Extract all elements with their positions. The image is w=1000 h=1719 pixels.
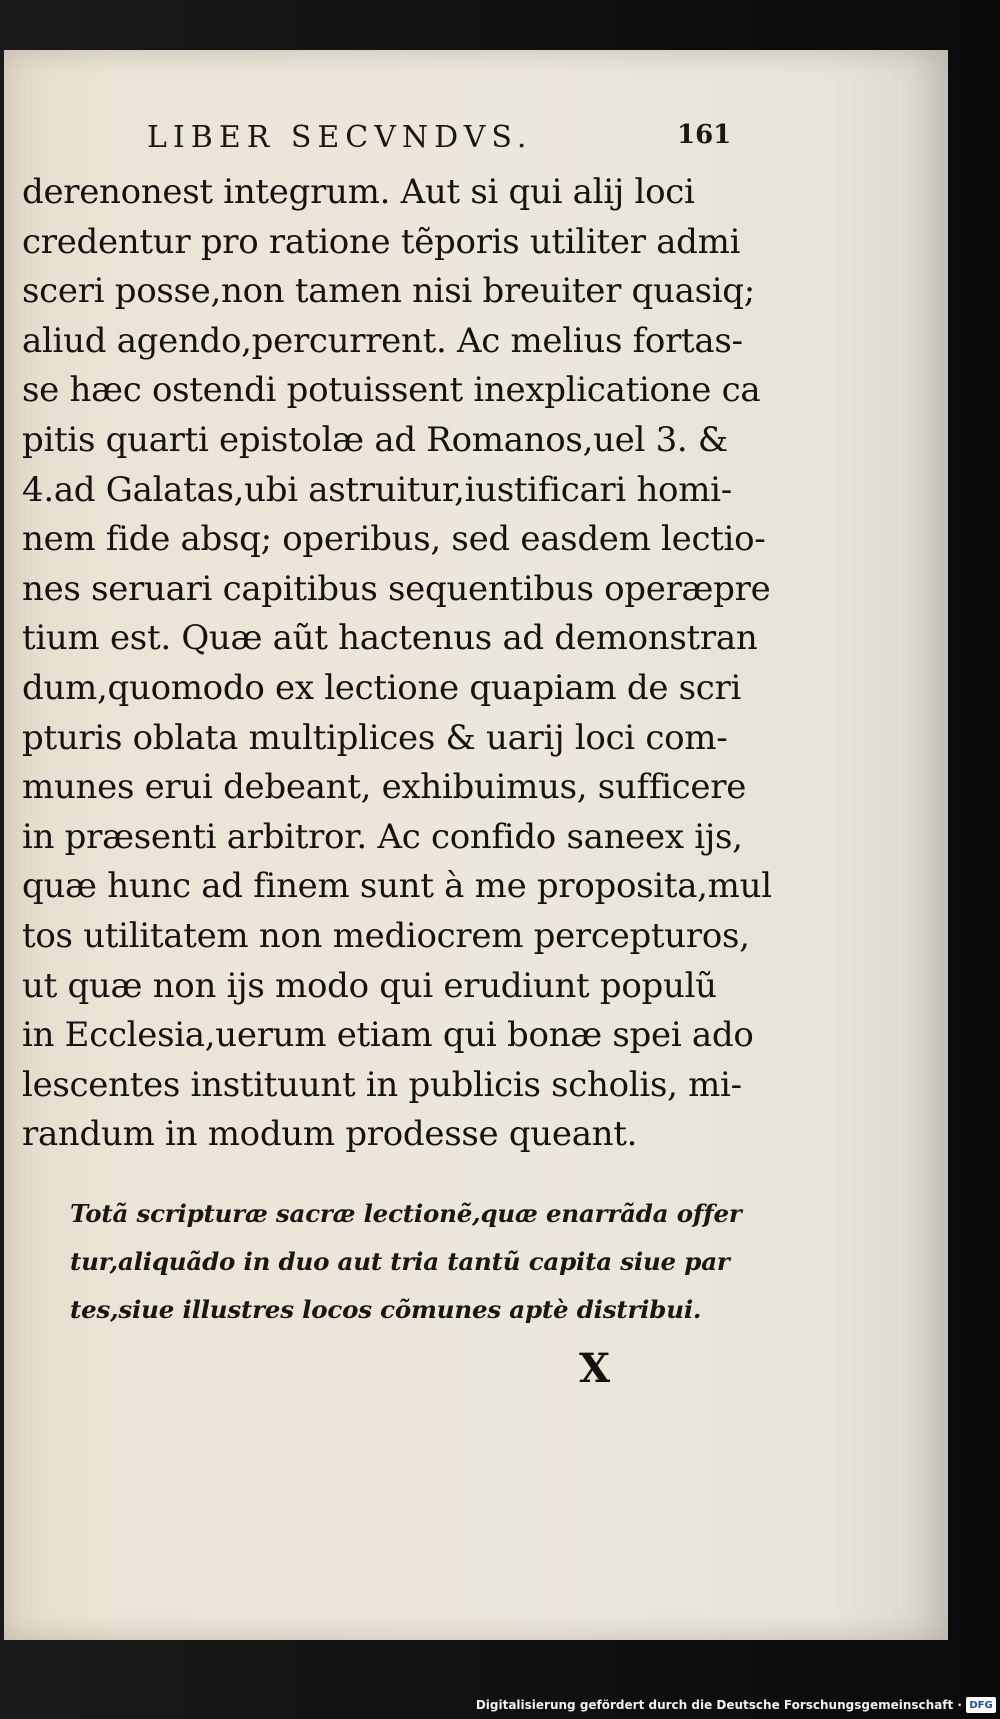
digitization-credit <box>476 1695 996 1715</box>
body-line: dum,quomodo ex lectione quapiam de scri <box>22 667 742 708</box>
body-line: credentur pro ratione tẽporis utiliter admi <box>22 221 741 262</box>
body-line: pitis quarti epistolæ ad Romanos,uel 3. & <box>22 419 728 460</box>
body-line: sceri posse,non tamen nisi breuiter quasiq; <box>22 271 755 312</box>
note-line: Totã scripturæ sacræ lectionẽ,quæ enarrãda offer <box>70 1198 742 1228</box>
body-line: aliud agendo,percurrent. Ac melius fortas- <box>22 320 743 361</box>
running-head <box>22 120 762 168</box>
body-line: nem fide absq; operibus, sed easdem lectio- <box>22 519 766 560</box>
body-line: tium est. Quæ aũt hactenus ad demonstran <box>22 618 758 659</box>
body-line: ut quæ non ijs modo qui erudiunt populũ <box>22 965 717 1006</box>
dfg-logo-icon: DFG <box>966 1697 996 1713</box>
body-line: quæ hunc ad finem sunt à me proposita,mul <box>22 866 772 907</box>
catchword: X <box>579 1345 611 1392</box>
page-number: 161 <box>677 120 732 150</box>
body-line: in Ecclesia,uerum etiam qui bonæ spei ado <box>22 1015 754 1056</box>
body-line: randum in modum prodesse queant. <box>22 1114 638 1155</box>
book-page <box>4 50 948 1640</box>
body-line: munes erui debeant, exhibuimus, sufficere <box>22 767 747 808</box>
body-line: lescentes instituunt in publicis scholis, mi- <box>22 1064 742 1105</box>
credit-text: Digitalisierung gefördert durch die Deutsche Forschungsgemeinschaft · <box>475 1698 962 1712</box>
body-line: nes seruari capitibus sequentibus operæpre <box>22 568 771 609</box>
running-title: LIBER SECVNDVS. <box>147 120 533 155</box>
body-line: se hæc ostendi potuissent inexplicatione ca <box>22 370 761 411</box>
page-content <box>22 120 772 1334</box>
body-line: derenonest integrum. Aut si qui alij loci <box>22 172 695 212</box>
note-line: tur,aliquãdo in duo aut tria tantũ capita siue par <box>70 1246 730 1276</box>
note-line: tes,siue illustres locos cõmunes aptè distribui. <box>70 1294 702 1324</box>
body-text <box>22 168 772 1160</box>
body-line: 4.ad Galatas,ubi astruitur,iustificari homi- <box>22 469 732 510</box>
body-line: in præsenti arbitror. Ac confido saneex ijs, <box>22 816 743 857</box>
italic-note <box>70 1190 762 1334</box>
body-line: tos utilitatem non mediocrem percepturos, <box>22 915 750 956</box>
body-line: pturis oblata multiplices & uarij loci com- <box>22 717 728 758</box>
